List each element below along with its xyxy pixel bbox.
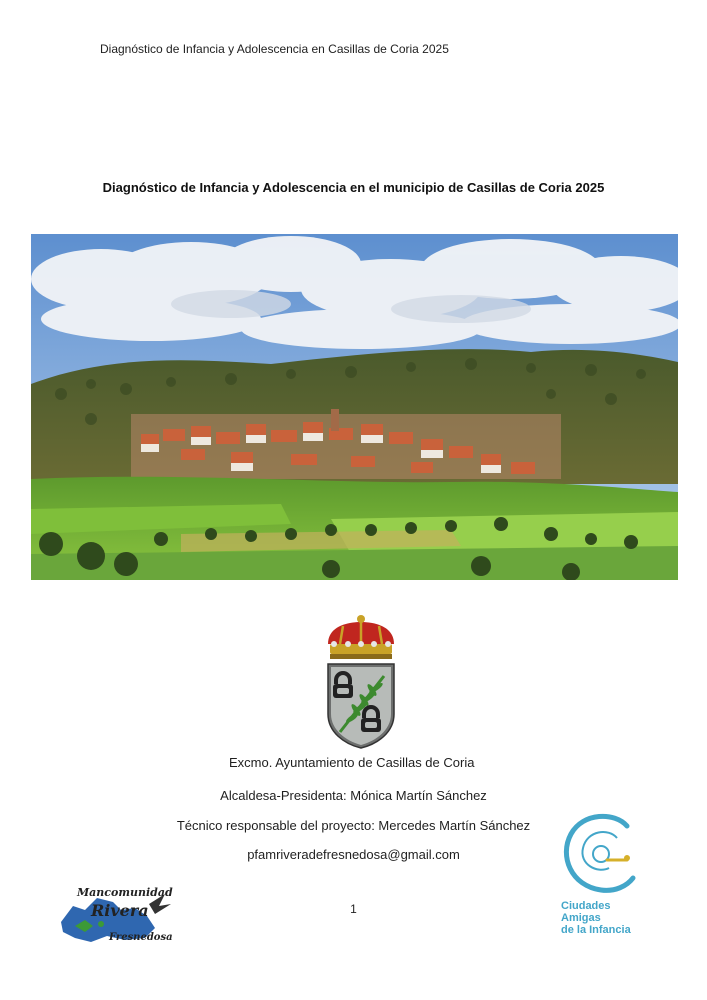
organization-name: Excmo. Ayuntamiento de Casillas de Coria (229, 755, 475, 770)
svg-text:Rivera: Rivera (91, 901, 149, 920)
svg-text:Mancomunidad: Mancomunidad (77, 886, 173, 899)
cai-logo-text (561, 900, 631, 936)
mayor-line: Alcaldesa-Presidenta: Mónica Martín Sánchez (220, 788, 487, 803)
coat-of-arms-emblem (318, 614, 404, 750)
town-landscape-photo (31, 234, 678, 580)
email-address: pfamriveradefresnedosa@gmail.com (247, 847, 460, 862)
cai-logo-line: de la Infancia (561, 924, 631, 936)
mancomunidad-logo (55, 880, 180, 946)
svg-text:Fresnedosa: Fresnedosa (109, 932, 173, 943)
cai-logo-line: Amigas (561, 912, 601, 924)
crown-icon (328, 615, 394, 659)
technician-line: Técnico responsable del proyecto: Mercedes Martín Sánchez (176, 818, 531, 833)
document-title: Diagnóstico de Infancia y Adolescencia en el municipio de Casillas de Coria 2025 (102, 180, 605, 195)
cai-logo-line: Ciudades (561, 900, 611, 912)
page-number: 1 (350, 902, 357, 916)
ciudades-amigas-infancia-logo (557, 808, 647, 940)
running-header: Diagnóstico de Infancia y Adolescencia en Casillas de Coria 2025 (100, 42, 449, 56)
